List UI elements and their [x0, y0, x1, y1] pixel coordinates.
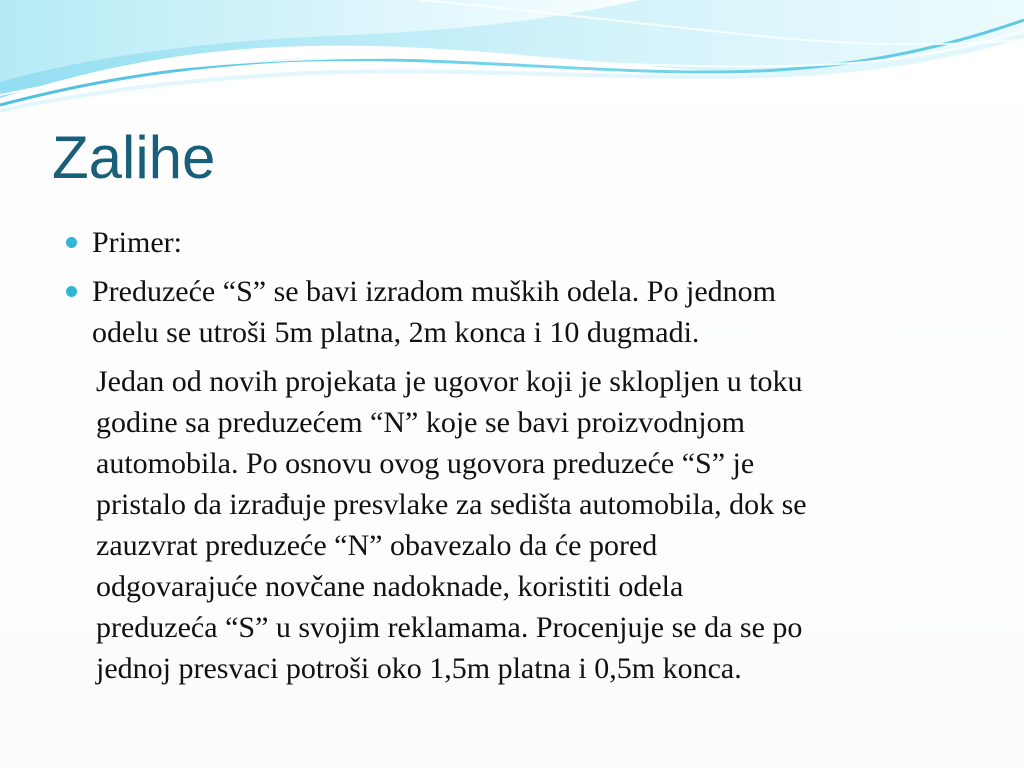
paragraph-text-line: odgovarajuće novčane nadoknade, koristiti odela	[96, 570, 684, 603]
bullet-item-primer	[66, 222, 986, 263]
paragraph-text-line: pristalo da izrađuje presvlake za sedišta automobila, dok se	[96, 488, 807, 521]
bullet-item-company-s	[66, 271, 986, 353]
paragraph-text-line: automobila. Po osnovu ovog ugovora preduzeće “S” je	[96, 447, 755, 480]
bullet-text-line: Preduzeće “S” se bavi izradom muških odela. Po jednom	[92, 275, 776, 308]
header-wave-decoration	[0, 0, 1024, 130]
slide-content	[66, 222, 986, 689]
bullet-dot-icon	[66, 237, 77, 248]
paragraph-text-line: Jedan od novih projekata je ugovor koji je sklopljen u toku	[96, 365, 803, 398]
paragraph-text-line: godine sa preduzećem “N” koje se bavi proizvodnjom	[96, 406, 745, 439]
bullet-dot-icon	[66, 286, 77, 297]
paragraph-text-line: zauzvrat preduzeće “N” obavezalo da će pored	[96, 529, 658, 562]
paragraph-text-line: preduzeća “S” u svojim reklamama. Procenjuje se da se po	[96, 611, 803, 644]
paragraph-text-line: jednoj presvaci potroši oko 1,5m platna i 0,5m konca.	[96, 652, 742, 685]
bullet-text-line: odelu se utroši 5m platna, 2m konca i 10 dugmadi.	[92, 316, 700, 349]
slide-title: Zalihe	[52, 124, 216, 191]
bullet-text-line: Primer:	[92, 226, 182, 259]
continuation-paragraph	[92, 361, 986, 689]
